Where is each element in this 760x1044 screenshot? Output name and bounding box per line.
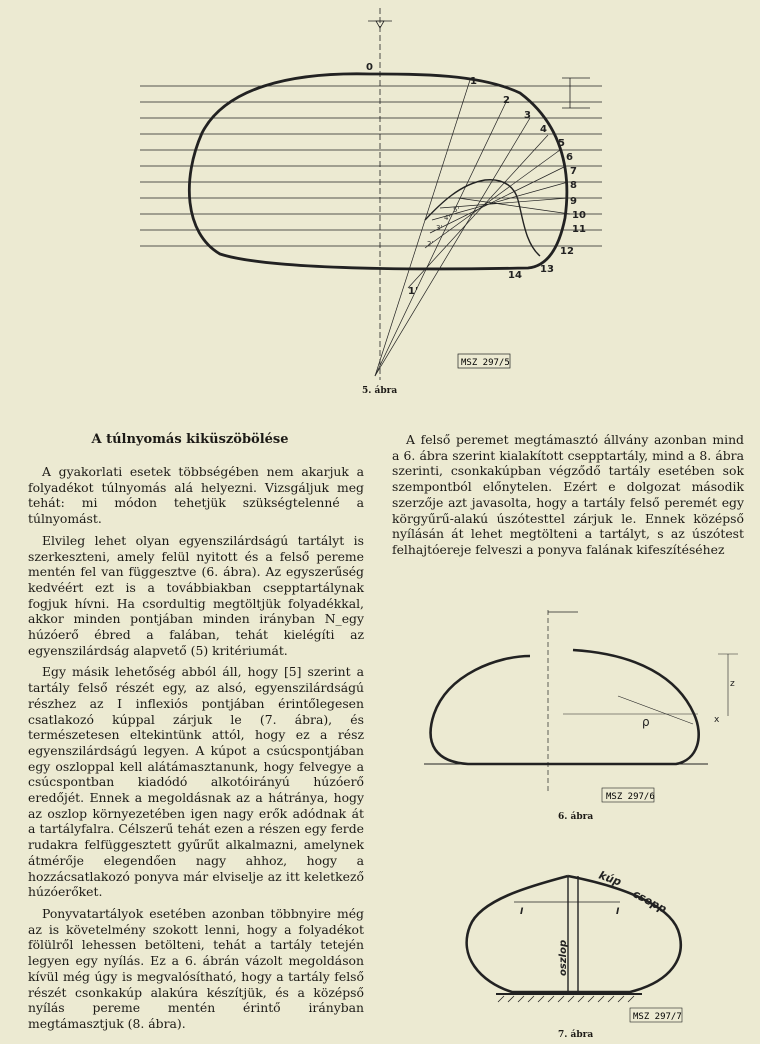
right-column [392,432,744,564]
point-label: 1' [408,286,419,297]
paragraph: A gyakorlati esetek többségében nem akarjuk a folyadékot túlnyomás alá helyezni. Vizsgáljuk meg tehát: mi módon tehetjük szükségtelenné a túlnyomást. [28,464,364,527]
figure-6-label: x [714,715,720,725]
figure-6-label: ρ [642,715,650,729]
point-label: 5 [558,138,565,149]
section-heading: A túlnyomás kiküszöbölése [91,432,289,447]
paragraph: Elvileg lehet olyan egyenszilárdságú tartályt is szerkeszteni, amely felül nyitott és a felső pereme mentén fel van függesztve (6. ábra). Az egyszerűség kedvéért ezt is a továbbiakban csepptartálynak fogjuk hívni. Ha csordultig megtöltjük folyadékkal, akkor minden pontjában minden irányban N_egy húzóerő ébred a falában, tehát kielégíti az egyenszilárdság alapvető (5) kritériumát. [28,532,364,658]
point-label: 12 [560,246,574,257]
point-label: 8 [570,180,577,191]
paragraph: Ponyvatartályok esetében azonban többnyire még az is követelmény szokott lenni, hogy a folyadékot fölülről lehessen betölteni, tehát a tartály tetején legyen egy nyílás. Ez a 6. ábrán vázolt megoldáson kívül még úgy is megvalósítható, hogy a tartály felső részét csonkakúp alakúra készítjük, és a középső nyílás pereme mentén érintő irányban megtámasztjuk (8. ábra). [28,905,364,1031]
figure-7 [420,856,740,1026]
figure-6-caption: 6. ábra [558,812,594,822]
point-label: 4' [444,214,451,222]
point-label: 11 [572,224,586,235]
point-label: 13 [540,264,554,275]
figure-7-label: oszlop [558,939,569,976]
figure-5-caption: 5. ábra [362,386,398,396]
point-label: 6 [566,152,573,163]
paragraph: A felső peremet megtámasztó állvány azonban mind a 6. ábra szerint kialakított csepptartály, mind a 8. ábra szerinti, csonkakúpban végződő tartály esetében sok szempontból előnytelen. Ezért e dolgozat második szerzője azt javasolta, hogy a tartály felső peremét egy körgyűrű-alakú úszótesttel zárjuk le. Ennek középső nyílásán át lehet megtölteni a tartályt, s az úszótest felhajtóereje felveszi a ponyva falának kifeszítéséhez [392,432,744,557]
left-column [28,464,364,1038]
figure-6-stamp: MSZ 297/6 [606,792,655,802]
paragraph: Egy másik lehetőség abból áll, hogy [5] szerint a tartály felső részét egy, az alsó, egyenszilárdságú részhez az I inflexiós pontjában érintőlegesen csatlakozó kúppal zárjuk le (7. ábra), és természetesen eltekintünk attól, hogy ez a rész egyenszilárdságú legyen. A kúpot a csúcspontjában egy oszloppal kell alátámasztanunk, hogy felvegye a csúcspontban kiadódó alkotóirányú húzóerő eredőjét. Ennek a megoldásnak az a hátránya, hogy az oszlop környezetében igen nagy erők adódnak át a tartályfalra. Célszerű tehát ezen a részen egy ferde rudakra felfüggesztett gyűrűt alkalmazni, amelynek átmérője elegendően nagy ahhoz, hogy a hozzácsatlakozó ponyva már elviselje az itt keletkező húzóerőket. [28,664,364,900]
point-label: 2 [503,95,510,106]
point-label: 0 [366,62,373,73]
point-label: 5' [453,206,460,214]
figure-7-label: I [520,907,524,917]
figure-6 [408,604,748,820]
point-label: 4 [540,124,547,135]
point-label: 1 [470,76,477,87]
figure-5 [140,8,610,398]
point-label: 7 [570,166,577,177]
figure-5-stamp: MSZ 297/5 [461,358,510,368]
figure-7-label: kúp [596,868,624,889]
figure-6-label: z [730,679,735,689]
figure-7-label: csepp [630,887,669,916]
point-label: 10 [572,210,586,221]
figure-7-label: I [616,907,620,917]
point-label: 2' [427,240,434,248]
point-label: 3 [524,110,531,121]
point-label: 9 [570,196,577,207]
point-label: 14 [508,270,522,281]
point-label: 3' [436,224,443,232]
figure-7-stamp: MSZ 297/7 [633,1012,682,1022]
figure-7-caption: 7. ábra [558,1030,594,1040]
